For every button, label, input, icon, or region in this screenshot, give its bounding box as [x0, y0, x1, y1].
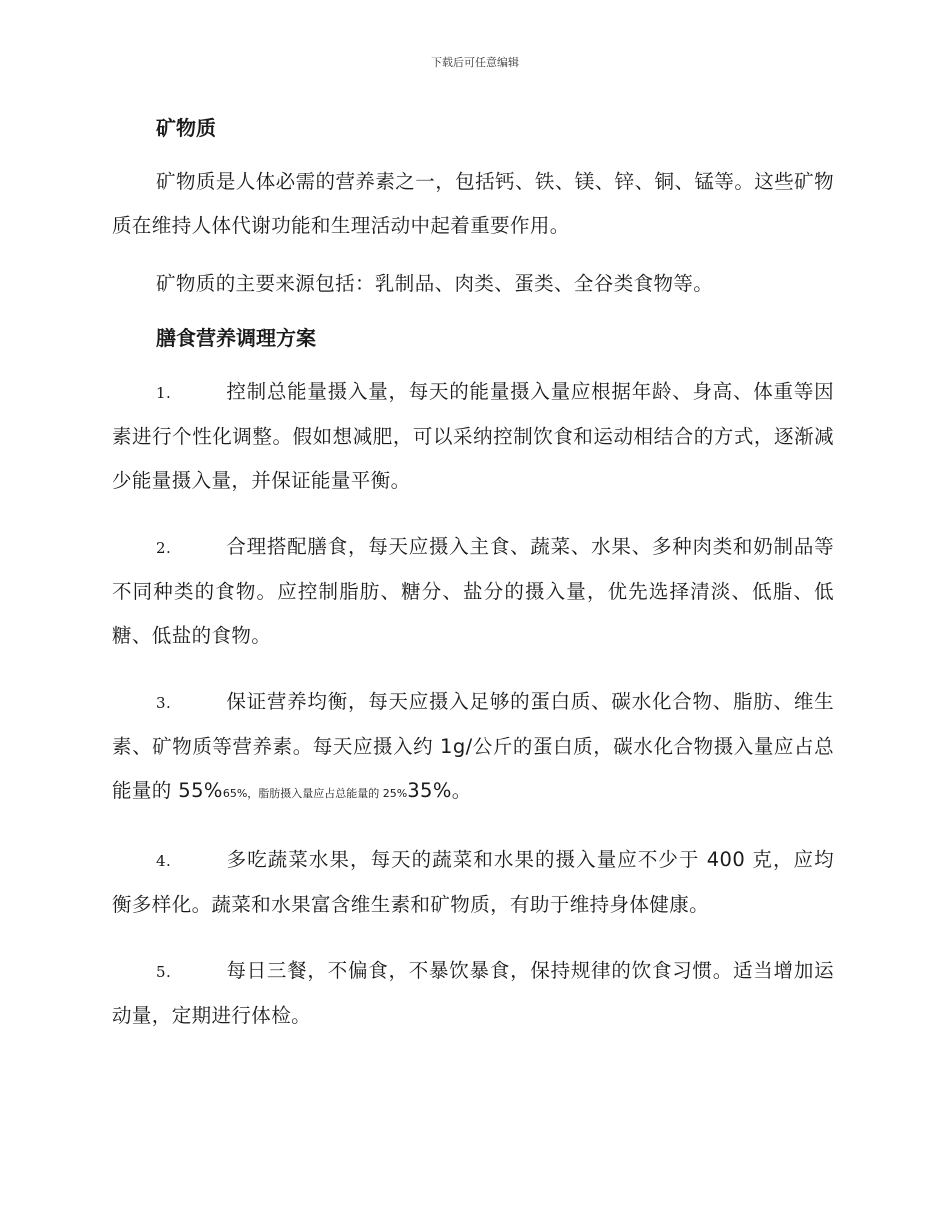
list-item — [112, 949, 834, 1038]
list-item-text-end: 35%。 — [407, 779, 472, 802]
list-item-text: 保证营养均衡，每天应摄入足够的蛋白质、碳水化合物、脂肪、维生素、矿物质等营养素。每天应摄入约 1g/公斤的蛋白质，碳水化合物摄入量应占总能量的 55% — [112, 690, 834, 802]
list-item-text: 多吃蔬菜水果，每天的蔬菜和水果的摄入量应不少于 400 克，应均衡多样化。蔬菜和水果富含维生素和矿物质，有助于维持身体健康。 — [112, 848, 834, 916]
list-item-text: 合理搭配膳食，每天应摄入主食、蔬菜、水果、多种肉类和奶制品等不同种类的食物。应控制脂肪、糖分、盐分的摄入量，优先选择清淡、低脂、低糖、低盐的食物。 — [112, 535, 834, 647]
list-item — [112, 525, 834, 658]
page-header-note: 下载后可任意编辑 — [431, 56, 519, 69]
minerals-paragraph-1: 矿物质是人体必需的营养素之一，包括钙、铁、镁、锌、铜、锰等。这些矿物质在维持人体代谢功能和生理活动中起着重要作用。 — [112, 170, 834, 237]
list-item — [112, 680, 834, 816]
list-item-number: 1. — [156, 384, 172, 402]
list-item-number: 4. — [156, 852, 172, 870]
list-item-number: 5. — [156, 963, 172, 981]
list-item-number: 3. — [156, 694, 172, 712]
list-item — [112, 370, 834, 503]
document-body — [112, 110, 834, 1038]
minerals-paragraph-2: 矿物质的主要来源包括：乳制品、肉类、蛋类、全谷类食物等。 — [156, 272, 714, 295]
list-item-text: 每日三餐，不偏食，不暴饮暴食，保持规律的饮食习惯。适当增加运动量，定期进行体检。 — [112, 959, 834, 1027]
minerals-heading: 矿物质 — [156, 116, 216, 140]
list-item-text: 控制总能量摄入量，每天的能量摄入量应根据年龄、身高、体重等因素进行个性化调整。假如想减肥，可以采纳控制饮食和运动相结合的方式，逐渐减少能量摄入量，并保证能量平衡。 — [112, 380, 834, 492]
list-item — [112, 838, 834, 927]
diet-plan-heading: 膳食营养调理方案 — [156, 326, 316, 350]
list-item-small-text: 65%，脂肪摄入量应占总能量的 25% — [222, 787, 408, 800]
list-item-number: 2. — [156, 539, 172, 557]
